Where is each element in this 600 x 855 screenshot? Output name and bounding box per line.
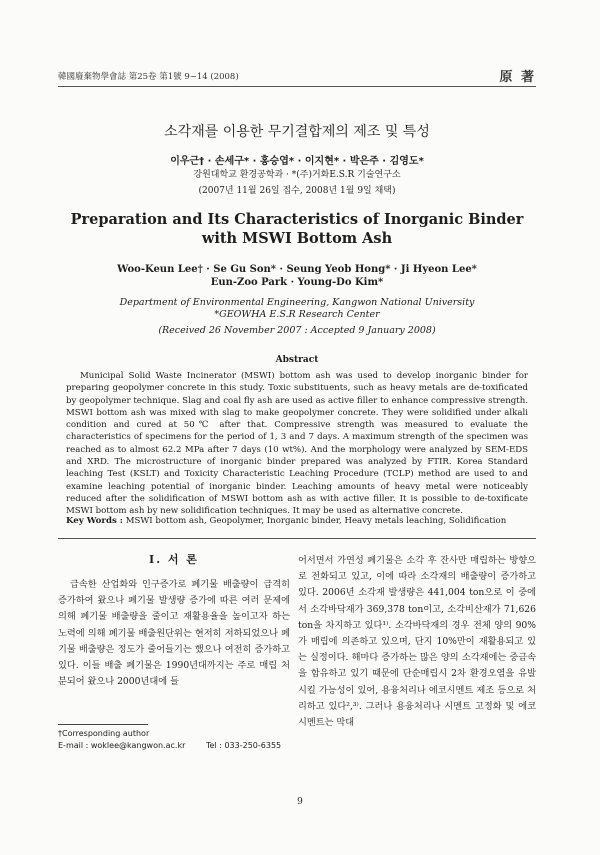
english-title <box>58 210 536 248</box>
english-dates: (Received 26 November 2007 : Accepted 9 January 2008) <box>158 325 436 336</box>
english-authors-line1: Woo-Keun Lee† · Se Gu Son* · Seung Yeob Hong* · Ji Hyeon Lee* <box>117 264 477 275</box>
english-affil-line2: *GEOWHA E.S.R Research Center <box>214 309 380 320</box>
intro-left-column: 급속한 산업화와 인구증가로 폐기물 배출량이 급격히 증가하여 왔으나 폐기물 발생량 증가에 따른 여러 문제에 의해 폐기물 배출량을 줄이고 재활용율을 높이고자 하는 노력에 의해 폐기물 배출원단위는 현저히 저하되었으나 폐기물 배출량은 정도가 줄어들기는 했으나 여전히 증가하고 있다. 이들 배출 폐기물은 1990년대까지는 주로 매립 처분되어 왔으나 2000년대에 들 <box>58 579 290 688</box>
english-authors-line2: Eun-Zoo Park · Young-Do Kim* <box>210 277 384 288</box>
footnote-tel: Tel : 033-250-6355 <box>206 741 282 750</box>
running-header <box>58 70 536 84</box>
page-number: 9 <box>297 797 303 807</box>
keywords <box>66 516 528 526</box>
header-rule <box>58 86 536 87</box>
article-type-label: 原 著 <box>499 70 536 85</box>
footnote-rule <box>58 724 148 725</box>
english-affil-line1: Department of Environmental Engineering, Kangwon National University <box>119 297 475 308</box>
journal-citation: 韓國廢棄物學會誌 第25卷 第1號 9~14 (2008) <box>58 72 239 82</box>
footnote-email: E-mail : woklee@kangwon.ac.kr <box>58 741 186 750</box>
english-title-line2: with MSWI Bottom Ash <box>201 230 393 247</box>
english-title-line1: Preparation and Its Characteristics of Inorganic Binder <box>70 211 524 228</box>
keywords-list: MSWI bottom ash, Geopolymer, Inorganic binder, Heavy metals leaching, Solidification <box>125 516 507 526</box>
english-authors <box>58 263 536 289</box>
footnote-corresponding: †Corresponding author <box>58 729 150 738</box>
abstract-heading: Abstract <box>275 355 319 365</box>
keywords-label: Key Words : <box>66 516 123 526</box>
section-heading-introduction: I. 서 론 <box>149 553 199 566</box>
english-affiliation <box>58 297 536 321</box>
korean-dates: (2007년 11월 26일 접수, 2008년 1월 9일 채택) <box>198 186 396 196</box>
korean-title: 소각재를 이용한 무기결합제의 제조 및 특성 <box>164 124 430 140</box>
korean-affiliation: 강원대학교 환경공학과 · *(주)거화E.S.R 기술연구소 <box>193 170 401 180</box>
abstract-bottom-rule <box>58 538 536 539</box>
abstract-text: Municipal Solid Waste Incinerator (MSWI) bottom ash was used to develop inorganic binder for preparing geopolymer concrete in this study. Toxic substituents, such as heavy metals are de-toxificated by geopolymer technique. Slag and coal fly ash are used as active filler to enhance compressive strength. MSWI bottom ash was mixed with slag to make geopolymer concrete. They were solidified under alkali condition and cured at 50℃ after that. Compressive strength was measured to evaluate the characteristics of specimens for the period of 1, 3 and 7 days. A maximum strength of the specimen was reached as to almost 62.2 MPa after 7 days (10 wt%). And the morphology were analyzed by SEM-EDS and XRD. The microstructure of inorganic binder prepared was analyzed by FTIR. Korea Standard leaching Test (KSLT) and Toxicity Characteristic Leaching Procedure (TCLP) method are used to and examine leaching potential of inorganic binder. Leaching amounts of heavy metal were noticeably reduced after the solidification of MSWI bottom ash as with active filler. It is possible to de-toxificate MSWI bottom ash by new solidification techniques. It may be used as alternative concrete. <box>66 371 528 517</box>
footnote <box>58 728 298 752</box>
korean-authors: 이우근† · 손세구* · 홍승엽* · 이지현* · 박은주 · 김영도* <box>170 156 424 167</box>
intro-right-column: 어서면서 가연성 폐기물은 소각 후 잔사만 매립하는 방향으로 전화되고 있고, 이에 따라 소각재의 배출량이 증가하고 있다. 2006년 소각재 발생량은 441,004 ton으로 이 중에서 소각바닥재가 369,378 ton이고, 소각비산재가 71,626 ton을 차지하고 있다¹⁾. 소각바닥재의 경우 전체 양의 90%가 매립에 의존하고 있으며, 단지 10%만이 재활용되고 있는 실정이다. 해마다 증가하는 많은 양의 소각재에는 중금속을 함유하고 있기 때문에 단순매립시 2차 환경오염을 유발시킬 가능성이 있어, 용융처리나 에코시멘트 제조 등으로 처리하고 있다²,³⁾. 그러나 용융처리나 시멘트 고정화 및 에코시멘트는 막대 <box>298 555 536 729</box>
